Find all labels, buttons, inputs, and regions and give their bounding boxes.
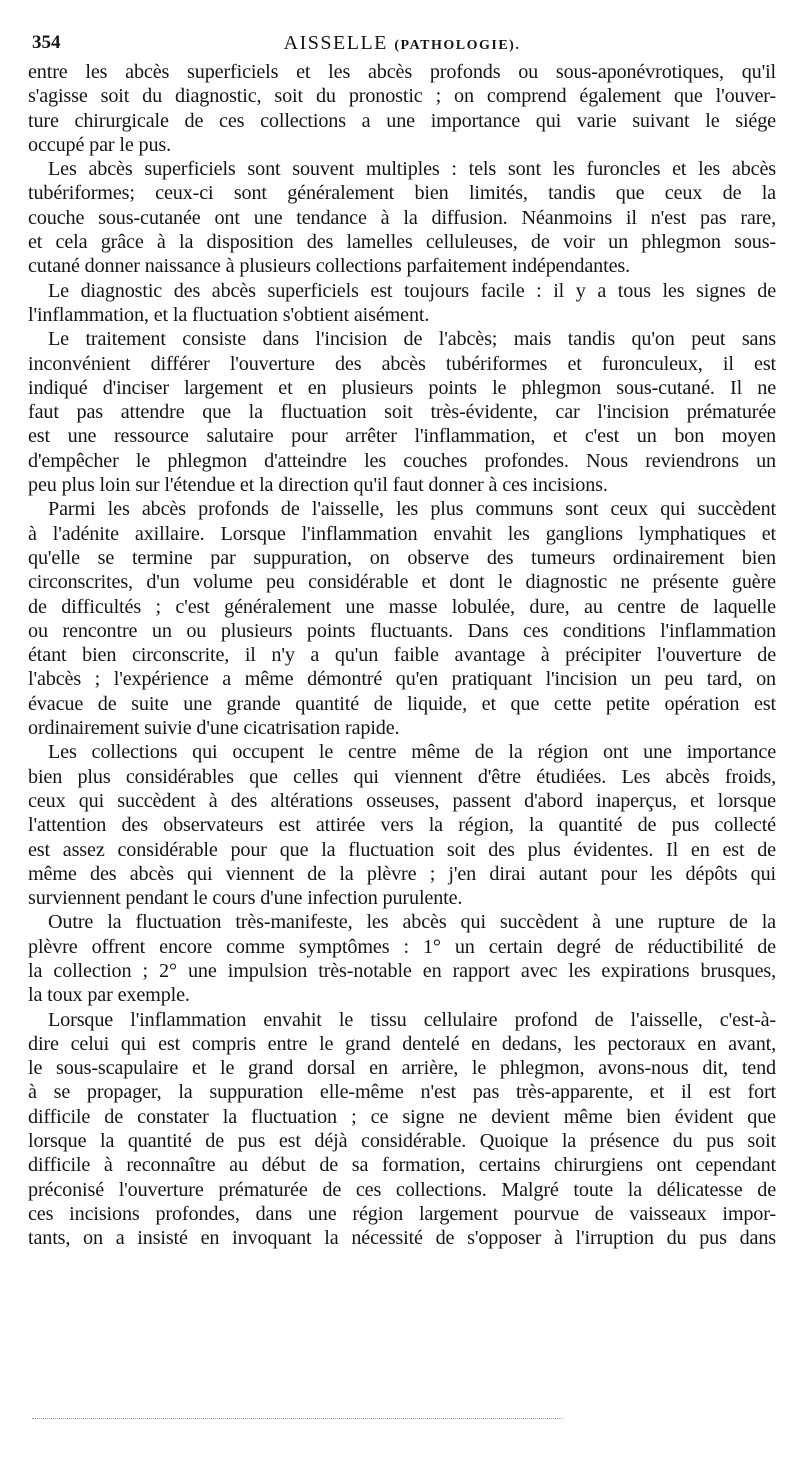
text-line: l'inflammation, et la fluctuation s'obtient aisément. (28, 303, 430, 326)
text-line: d'empêcher le phlegmon d'atteindre les couches profondes. Nous reviendrons un (28, 449, 776, 472)
text-line: surviennent pendant le cours d'une infection purulente. (28, 887, 463, 910)
text-line: peu plus loin sur l'étendue et la direction qu'il faut donner à ces incisions. (28, 474, 608, 497)
text-line: entre les abcès superficiels et les abcès profonds ou sous-aponévrotiques, qu'il (28, 61, 776, 83)
text-line: de difficultés ; c'est généralement une masse lobulée, dure, au centre de laquelle (28, 595, 776, 618)
text-line: préconisé l'ouverture prématurée de ces collections. Malgré toute la délicatesse de (28, 1178, 776, 1201)
body-text (28, 60, 776, 1251)
text-line: difficile de constater la fluctuation ; ce signe ne devient même bien évident que (28, 1105, 776, 1128)
text-line: difficile à reconnaître au début de sa formation, certains chirurgiens ont cependant (28, 1154, 776, 1177)
text-line: Les abcès superficiels sont souvent multiples : tels sont les furoncles et les abcès (48, 158, 776, 181)
text-line: et cela grâce à la disposition des lamelles celluleuses, de voir un phlegmon sous- (28, 231, 776, 254)
text-line: ture chirurgicale de ces collections a une importance qui varie suivant le siége (28, 109, 776, 132)
text-line: le sous-scapulaire et le grand dorsal en arrière, le phlegmon, avons-nous dit, tend (28, 1057, 776, 1080)
text-line: s'agisse soit du diagnostic, soit du pronostic ; on comprend également que l'ouver- (28, 85, 776, 108)
text-line: Le traitement consiste dans l'incision de l'abcès; mais tandis qu'on peut sans (48, 328, 776, 351)
text-line: est une ressource salutaire pour arrêter l'inflammation, et c'est un bon moyen (28, 425, 776, 448)
text-line: Parmi les abcès profonds de l'aisselle, les plus communs sont ceux qui succèdent (48, 498, 776, 521)
text-line: couche sous-cutanée ont une tendance à la diffusion. Néanmoins il n'est pas rare, (28, 206, 776, 229)
text-line: évacue de suite une grande quantité de liquide, et que cette petite opération est (28, 692, 776, 715)
text-line: tants, on a insisté en invoquant la nécessité de s'opposer à l'irruption du pus dans (28, 1227, 776, 1250)
running-head (28, 28, 776, 61)
text-line: inconvénient différer l'ouverture des abcès tubériformes et furonculeux, il est (28, 352, 776, 375)
text-line: étant bien circonscrite, il n'y a qu'un faible avantage à précipiter l'ouverture de (28, 644, 776, 667)
text-line: ces incisions profondes, dans une région largement pourvue de vaisseaux impor- (28, 1202, 776, 1225)
text-line: qu'elle se termine par suppuration, on observe des tumeurs ordinairement bien (28, 546, 776, 569)
text-line: la toux par exemple. (28, 984, 190, 1007)
book-page (28, 28, 776, 1251)
text-line: plèvre offrent encore comme symptômes : 1° un certain degré de réductibilité de (28, 935, 776, 958)
text-line: Outre la fluctuation très-manifeste, les abcès qui succèdent à une rupture de la (48, 911, 776, 934)
text-line: ordinairement suivie d'une cicatrisation rapide. (28, 717, 400, 740)
text-line: à l'adénite axillaire. Lorsque l'inflammation envahit les ganglions lymphatiques et (28, 522, 776, 545)
text-line: tubériformes; ceux-ci sont généralement bien limités, tandis que ceux de la (28, 182, 776, 205)
text-line: bien plus considérables que celles qui viennent d'être étudiées. Les abcès froids, (28, 765, 776, 788)
text-line: dire celui qui est compris entre le grand dentelé en dedans, les pectoraux en avant, (28, 1032, 776, 1055)
text-line: ou rencontre un ou plusieurs points fluctuants. Dans ces conditions l'inflammation (28, 619, 776, 642)
footer-rule (32, 1418, 562, 1419)
text-line: cutané donner naissance à plusieurs collections parfaitement indépendantes. (28, 255, 630, 278)
text-line: lorsque la quantité de pus est déjà considérable. Quoique la présence du pus soit (28, 1130, 776, 1153)
text-line: à se propager, la suppuration elle-même n'est pas très-apparente, et il est fort (28, 1081, 776, 1104)
text-line: ceux qui succèdent à des altérations osseuses, passent d'abord inaperçus, et lorsque (28, 789, 776, 812)
page-header (28, 28, 776, 58)
text-line: même des abcès qui viennent de la plèvre ; j'en dirai autant pour les dépôts qui (28, 862, 776, 885)
text-line: Lorsque l'inflammation envahit le tissu cellulaire profond de l'aisselle, c'est-à- (48, 1008, 776, 1031)
text-line: faut pas attendre que la fluctuation soit très-évidente, car l'incision prématurée (28, 401, 776, 424)
running-head-subtitle: (PATHOLOGIE). (394, 38, 521, 53)
text-line: circonscrites, d'un volume peu considérable et dont le diagnostic ne présente guère (28, 571, 776, 594)
running-head-title: AISSELLE (283, 32, 388, 54)
text-line: occupé par le pus. (28, 133, 172, 156)
text-line: l'attention des observateurs est attirée vers la région, la quantité de pus collecté (28, 814, 776, 837)
page-number: 354 (32, 32, 61, 53)
text-line: l'abcès ; l'expérience a même démontré qu'en pratiquant l'incision un peu tard, on (28, 668, 776, 691)
text-line: est assez considérable pour que la fluctuation soit des plus évidentes. Il en est de (28, 838, 776, 861)
text-line: indiqué d'inciser largement et en plusieurs points le phlegmon sous-cutané. Il ne (28, 376, 776, 399)
text-line: la collection ; 2° une impulsion très-notable en rapport avec les expirations brusques, (28, 959, 776, 982)
text-line: Les collections qui occupent le centre même de la région ont une importance (48, 741, 776, 764)
text-line: Le diagnostic des abcès superficiels est toujours facile : il y a tous les signes de (48, 279, 776, 302)
